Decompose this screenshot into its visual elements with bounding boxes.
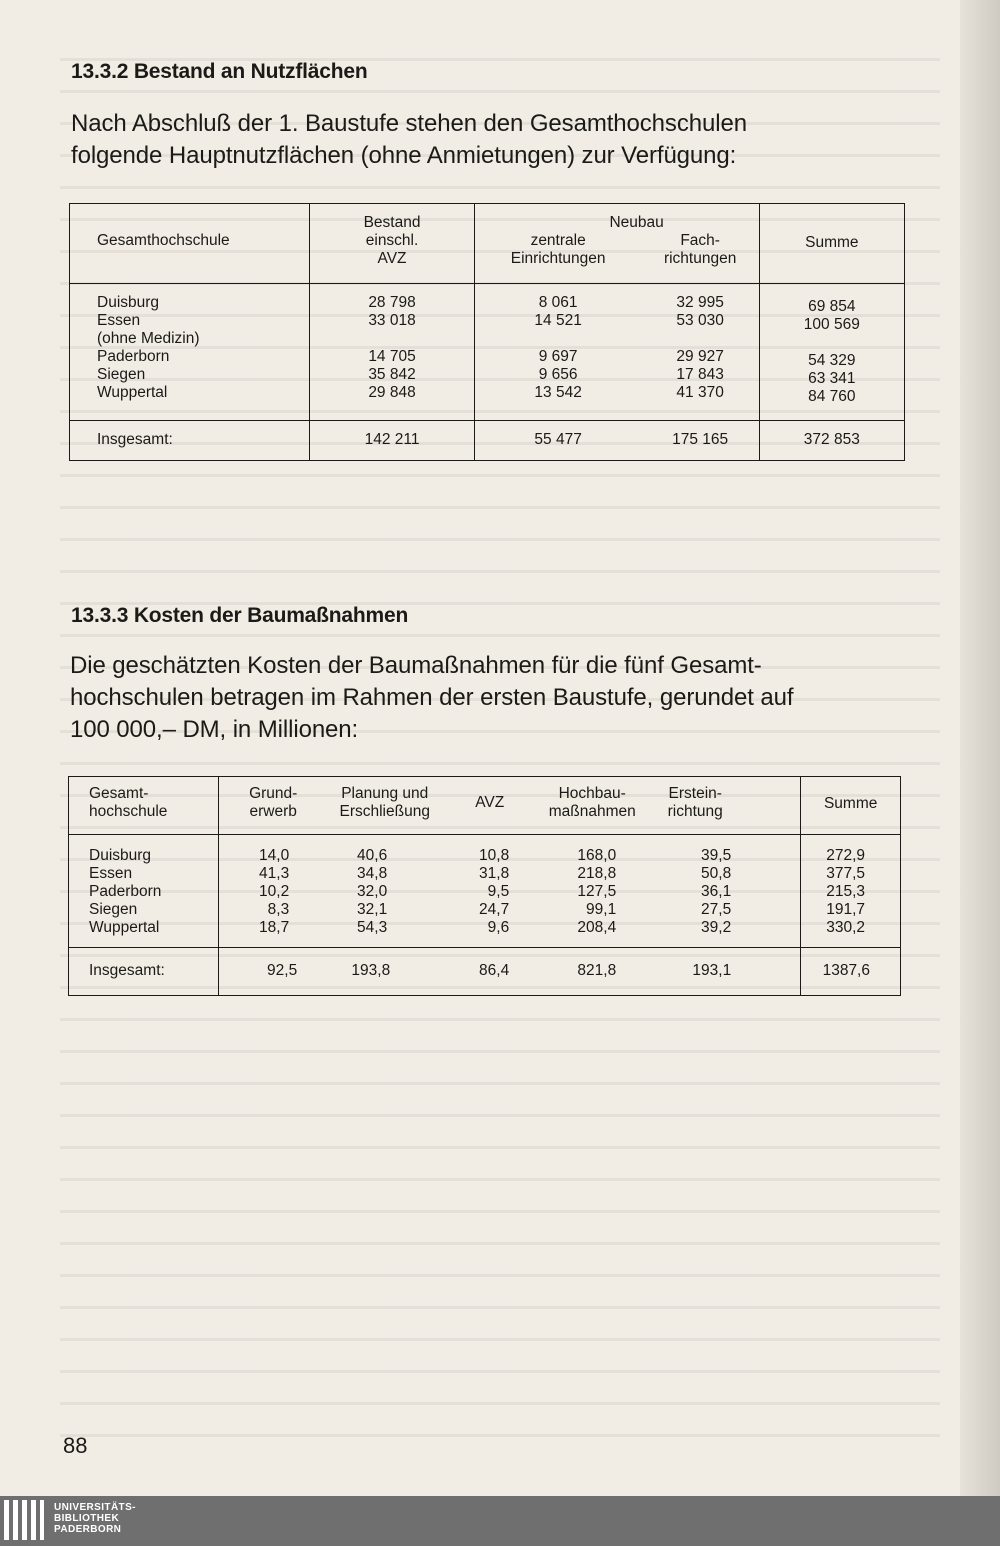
list-item: Duisburg — [89, 847, 152, 864]
header-cell: Summe — [801, 777, 901, 835]
names-column — [69, 835, 219, 948]
table-total-row — [70, 421, 905, 461]
list-item: Essen — [89, 865, 133, 882]
total-values: 92,5 193,8 86,4 821,8 193,1 — [219, 948, 801, 996]
header-cell: Summe — [759, 204, 904, 284]
list-item: Paderborn — [97, 348, 170, 365]
list-item: Essen — [97, 312, 141, 329]
header-cell-neubau: Neubau zentrale Einrichtungen Fach- richtungen — [474, 204, 759, 284]
total-neubau — [474, 421, 759, 461]
list-item: (ohne Medizin) — [97, 330, 200, 347]
list-item: Siegen — [97, 366, 146, 383]
section-heading-bestand: 13.3.2 Bestand an Nutzflächen — [71, 60, 368, 83]
total-label: Insgesamt: — [69, 948, 219, 996]
summe-column: 272,9 377,5 215,3 191,7 330,2 — [801, 835, 901, 948]
value-columns: 14,0 41,3 10,2 8,3 18,7 40,6 34,8 32,0 32,1 54,3 10,8 31,8 9,5 24,7 9,6 168,0 218,8 127,5 99,1 208,4 39,5 50,8 36,1 27,5 39,2 — [219, 835, 801, 948]
header-cell: Gesamt- hochschule — [69, 777, 219, 835]
intro-line: 100 000,– DM, in Millionen: — [70, 716, 359, 743]
neubau-columns: 8 061 14 521 9 697 9 656 13 542 32 995 53 030 29 927 17 843 41 370 — [474, 284, 759, 421]
total-fach: 175 165 — [672, 431, 729, 448]
page-edge — [960, 0, 1000, 1496]
table-header-row — [70, 204, 905, 284]
nutzflaechen-table — [69, 203, 905, 461]
intro-line: Nach Abschluß der 1. Baustufe stehen den Gesamthochschulen — [71, 110, 747, 137]
total-zentrale: 55 477 — [534, 431, 582, 448]
total-summe: 372 853 — [759, 421, 904, 461]
library-logo-icon — [4, 1500, 44, 1540]
list-item: Wuppertal — [97, 384, 168, 401]
list-item: Wuppertal — [89, 919, 160, 936]
table-header-row — [69, 777, 901, 835]
kosten-table — [68, 776, 901, 996]
total-label: Insgesamt: — [70, 421, 310, 461]
intro-line: hochschulen betragen im Rahmen der ersten Baustufe, gerundet auf — [70, 684, 794, 711]
list-item: Duisburg — [97, 294, 160, 311]
library-name: UNIVERSITÄTS- BIBLIOTHEK PADERBORN — [54, 1502, 136, 1535]
summe-column: 69 854 100 569 54 329 63 341 84 760 — [759, 284, 904, 421]
table-body — [70, 284, 905, 421]
header-cell: Gesamthochschule — [70, 204, 310, 284]
table-body — [69, 835, 901, 948]
names-column — [70, 284, 310, 421]
list-item: Paderborn — [89, 883, 162, 900]
page-number: 88 — [63, 1433, 88, 1458]
total-bestand: 142 211 — [310, 421, 474, 461]
total-summe: 1387,6 — [801, 948, 901, 996]
header-cell: Bestand einschl. AVZ — [310, 204, 474, 284]
intro-line: Die geschätzten Kosten der Baumaßnahmen für die fünf Gesamt- — [70, 652, 762, 679]
table-total-row — [69, 948, 901, 996]
list-item: Siegen — [89, 901, 138, 918]
intro-line: folgende Hauptnutzflächen (ohne Anmietungen) zur Verfügung: — [71, 142, 737, 169]
header-cells: Grund- erwerb Planung und Erschließung AVZ Hochbau- maßnahmen Erstein- richtung — [219, 777, 801, 835]
bestand-column: 28 798 33 018 14 705 35 842 29 848 — [310, 284, 474, 421]
library-footer — [0, 1496, 1000, 1546]
section-heading-kosten: 13.3.3 Kosten der Baumaßnahmen — [71, 604, 409, 627]
